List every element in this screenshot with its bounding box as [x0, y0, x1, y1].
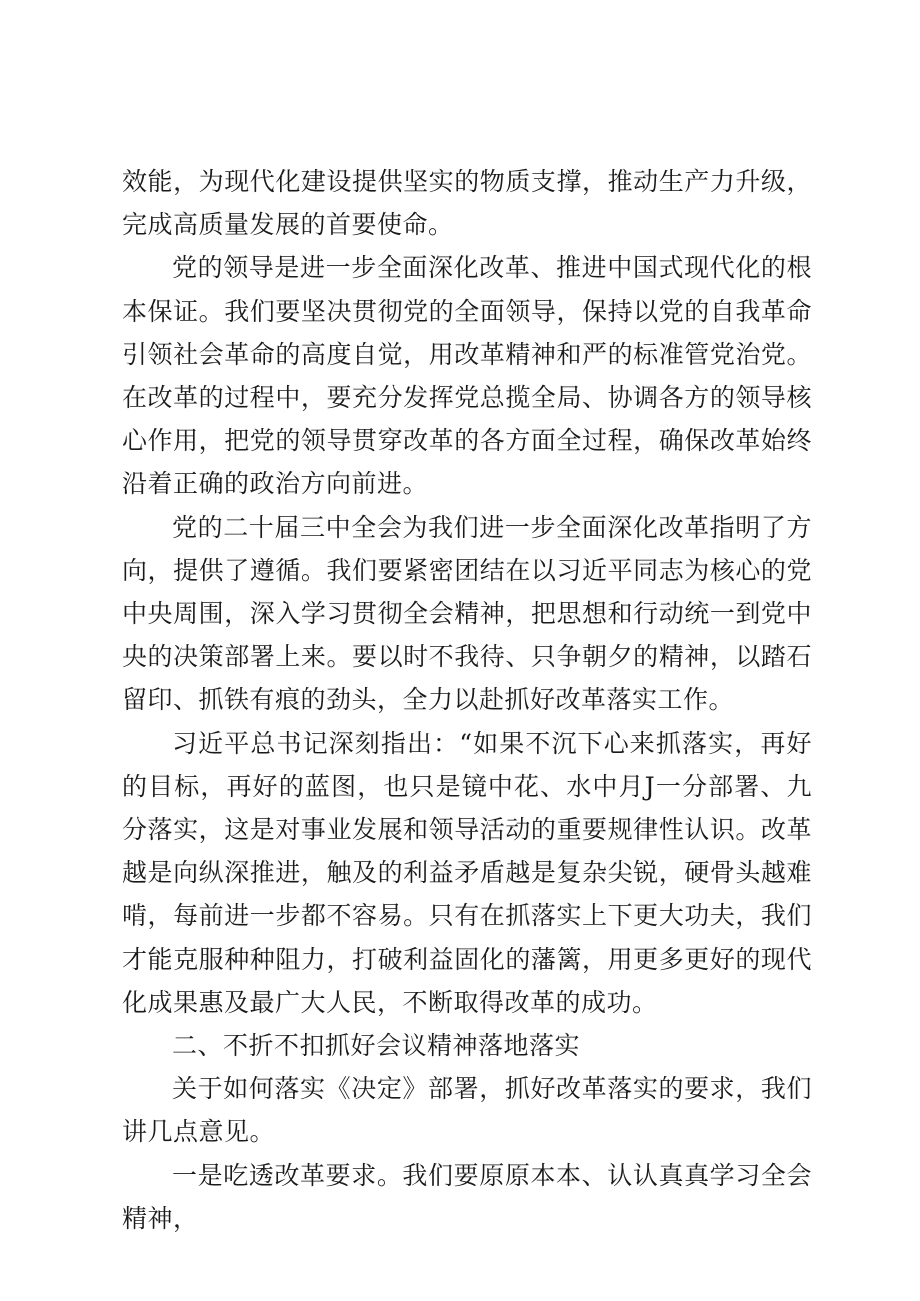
- section-heading: 二、不折不扣抓好会议精神落地落实: [172, 1031, 581, 1061]
- paragraph-party-leadership: 党的领导是进一步全面深化改革、推进中国式现代化的根本保证。我们要坚决贯彻党的全面领导，保持以党的自我革命引领社会革命的高度自觉，用改革精神和严的标准管党治党。在改革的过程中，要充分发挥党总揽全局、协调各方的领导核心作用，把党的领导贯穿改革的各方面全过程，确保改革始终沿着正确的政治方向前进。: [122, 253, 812, 499]
- paragraph-first-point: 一是吃透改革要求。我们要原原本本、认认真真学习全会精神，: [122, 1160, 812, 1233]
- paragraph-plenary-session: 党的二十届三中全会为我们进一步全面深化改革指明了方向，提供了遵循。我们要紧密团结在以习近平同志为核心的党中央周围，深入学习贯彻全会精神，把思想和行动统一到党中央的决策部署上来。要以时不我待、只争朝夕的精神，以踏石留印、抓铁有痕的劲头，全力以赴抓好改革落实工作。: [122, 512, 812, 715]
- paragraph-quote: 习近平总书记深刻指出：“如果不沉下心来抓落实，再好的目标，再好的蓝图，也只是镜中花、水中月J一分部署、九分落实，这是对事业发展和领导活动的重要规律性认识。改革越是向纵深推进，触及的利益矛盾越是复杂尖锐，硬骨头越难啃，每前进一步都不容易。只有在抓落实上下更大功夫，我们才能克服种种阻力，打破利益固化的藩篱，用更多更好的现代化成果惠及最广大人民，不断取得改革的成功。: [122, 728, 812, 1017]
- paragraph-opinions-intro: 关于如何落实《决定》部署，抓好改革落实的要求，我们讲几点意见。: [122, 1074, 812, 1147]
- paragraph-continuation: 效能，为现代化建设提供坚实的物质支撑，推动生产力升级，完成高质量发展的首要使命。: [122, 167, 812, 240]
- document-body: [122, 160, 812, 1240]
